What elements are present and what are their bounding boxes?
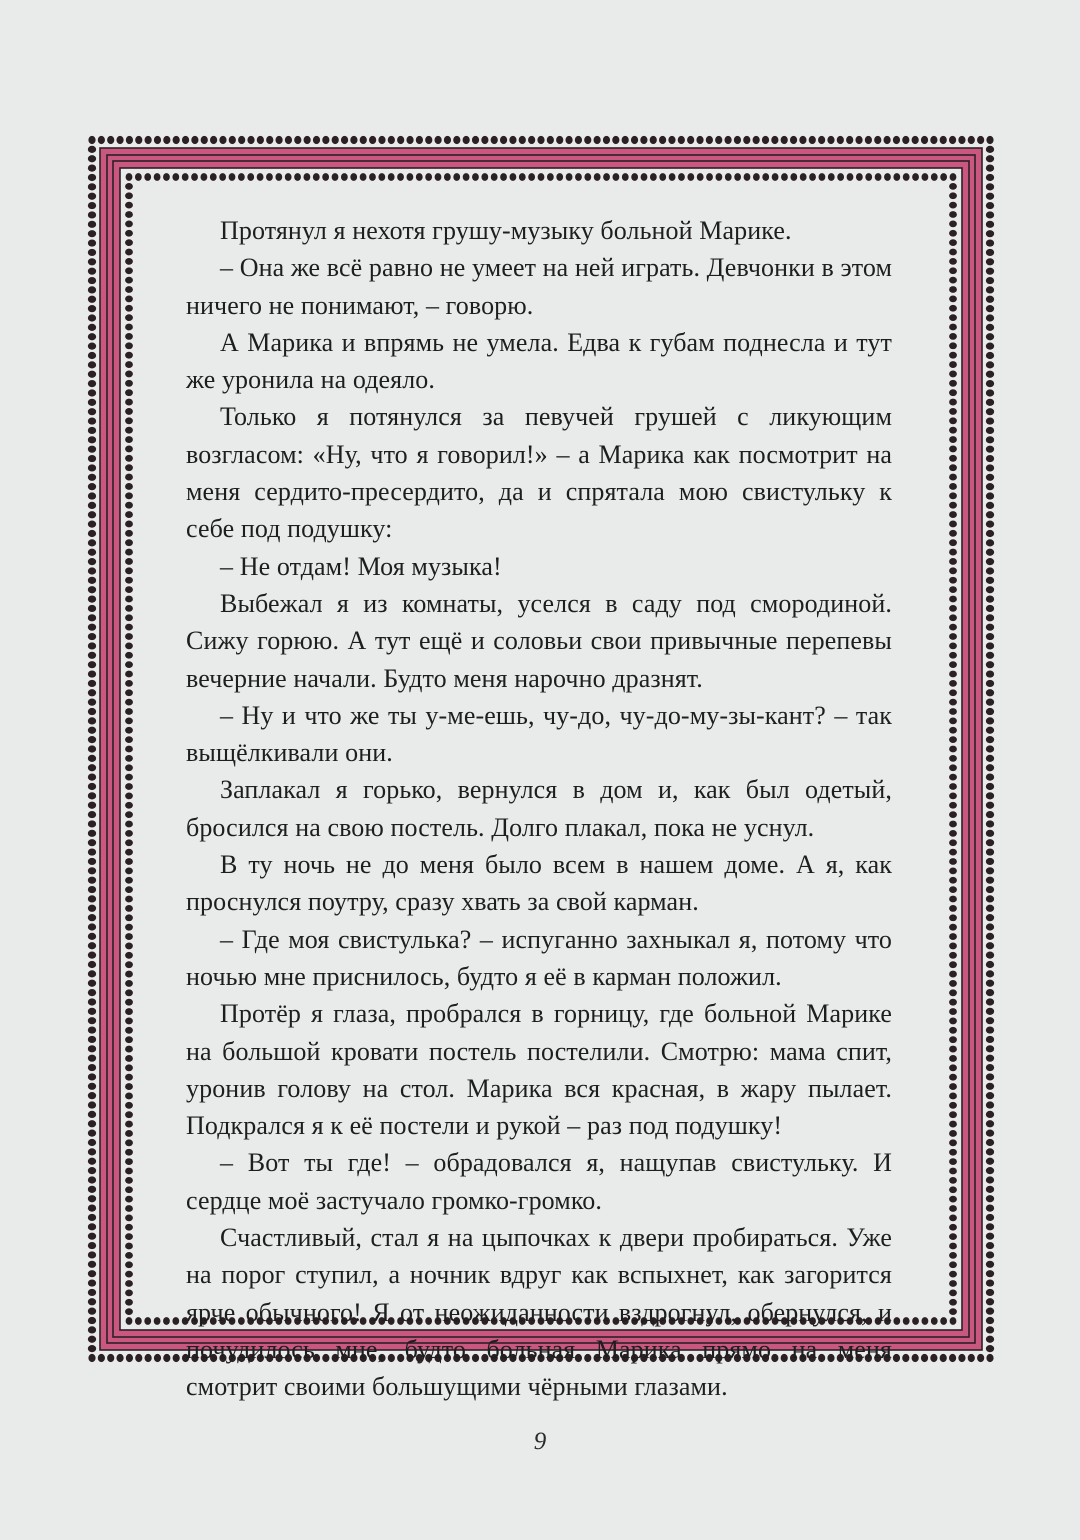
paragraph: – Не отдам! Моя музыка! — [220, 551, 502, 581]
paragraph: В ту ночь не до меня было всем в нашем доме. А я, как проснулся поутру, сразу хвать за свой карман. — [186, 850, 892, 917]
paragraph: Протянул я нехотя грушу-музыку больной Марике. — [220, 216, 792, 245]
paragraph: – Ну и что же ты у-ме-ешь, чу-до, чу-до-му-зы-кант? – так выщёлкивали они. — [186, 700, 892, 768]
story-text — [186, 212, 892, 1406]
paragraph: Счастливый, стал я на цыпочках к двери пробираться. Уже на порог ступил, а ночник вдруг как вспыхнет, как загорится ярче обычного! Я от неожиданности вздрогнул, обернулся, и почудилось мне, будто больная Марика прямо на меня смотрит своими большущими чёрными глазами. — [186, 1223, 892, 1402]
paragraph: А Марика и впрямь не умела. Едва к губам поднесла и тут же уронила на одеяло. — [186, 327, 892, 395]
paragraph: Выбежал я из комнаты, уселся в саду под смородиной. Сижу горюю. А тут ещё и соловьи свои привычные перепевы вечерние начали. Будто меня нарочно дразнят. — [186, 588, 892, 693]
paragraph: – Где моя свистулька? – испуганно захныкал я, потому что ночью мне приснилось, будто я её в карман положил. — [186, 924, 892, 991]
paragraph: – Она же всё равно не умеет на ней играть. Девчонки в этом ничего не понимают, – говорю. — [186, 253, 892, 320]
paragraph: Протёр я глаза, пробрался в горницу, где больной Марике на большой кровати постель постелили. Смотрю: мама спит, уронив голову на стол. Марика вся красная, в жару пылает. Подкрался я к её постели и рукой – раз под подушку! — [186, 999, 892, 1141]
paragraph: Только я потянулся за певучей грушей с ликующим возгласом: «Ну, что я говорил!» – а Марика как посмотрит на меня сердито-пресердито, да и спрятала мою свистульку к себе под подушку: — [186, 402, 892, 544]
page-number: 9 — [533, 1428, 547, 1455]
paragraph: – Вот ты где! – обрадовался я, нащупав свистульку. И сердце моё застучало громко-громко. — [186, 1148, 892, 1215]
paragraph: Заплакал я горько, вернулся в дом и, как был одетый, бросился на свою постель. Долго плакал, пока не уснул. — [186, 775, 892, 842]
